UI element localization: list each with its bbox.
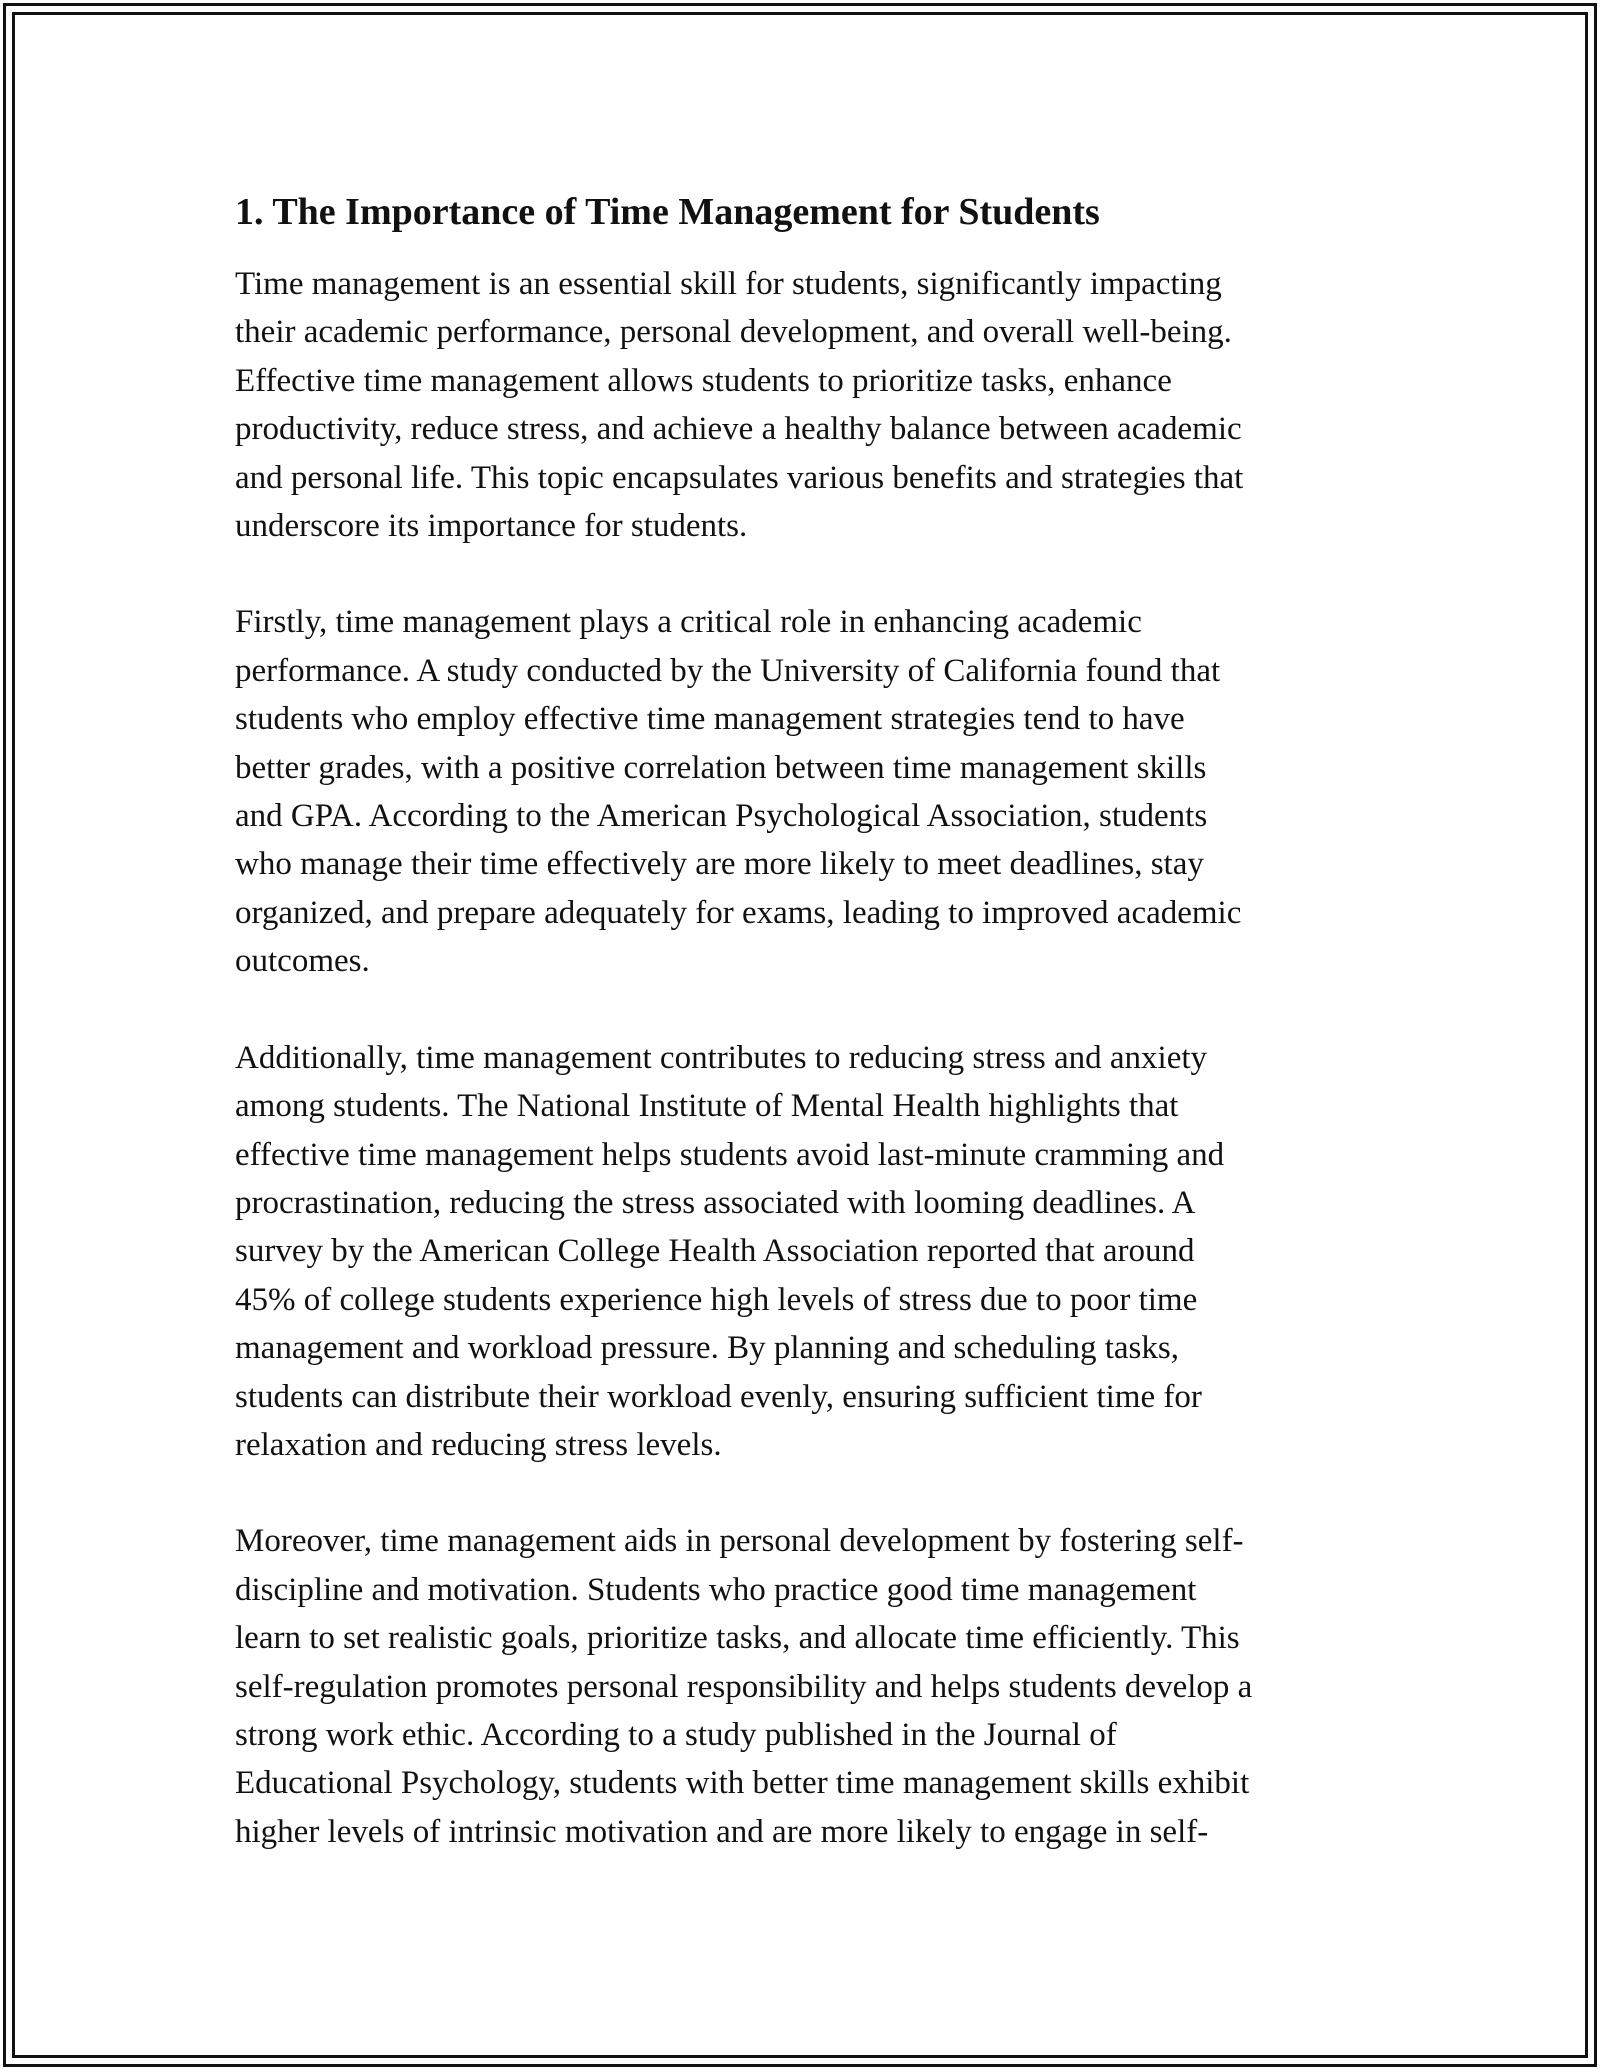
text-line: performance. A study conducted by the University of California found that [235,652,1221,689]
text-line: students who employ effective time management strategies tend to have [235,701,1185,738]
text-line: Moreover, time management aids in personal development by fostering self- [235,1523,1244,1560]
paragraph-academic-performance [235,598,1375,985]
paragraph-intro [235,260,1375,550]
text-line: underscore its importance for students. [235,508,748,545]
text-line: self-regulation promotes personal responsibility and helps students develop a [235,1668,1253,1705]
text-line: Educational Psychology, students with better time management skills exhibit [235,1765,1250,1802]
text-line: 45% of college students experience high levels of stress due to poor time [235,1281,1198,1318]
section-heading: 1. The Importance of Time Management for Students [235,191,1100,233]
text-line: among students. The National Institute of Mental Health highlights that [235,1088,1179,1125]
text-line: survey by the American College Health Association reported that around [235,1233,1195,1270]
text-line: procrastination, reducing the stress associated with looming deadlines. A [235,1184,1196,1221]
paragraph-personal-development [235,1517,1375,1856]
text-line: better grades, with a positive correlation between time management skills [235,749,1207,786]
document-body [235,186,1375,1904]
text-line: Firstly, time management plays a critical role in enhancing academic [235,604,1142,641]
text-line: and personal life. This topic encapsulates various benefits and strategies that [235,459,1244,496]
paragraph-stress-reduction [235,1034,1375,1470]
text-line: higher levels of intrinsic motivation and are more likely to engage in self- [235,1813,1209,1850]
text-line: outcomes. [235,943,370,980]
text-line: Additionally, time management contributes to reducing stress and anxiety [235,1039,1208,1076]
text-line: their academic performance, personal development, and overall well-being. [235,314,1232,351]
text-line: strong work ethic. According to a study published in the Journal of [235,1716,1117,1753]
text-line: relaxation and reducing stress levels. [235,1426,722,1463]
text-line: and GPA. According to the American Psychological Association, students [235,798,1208,835]
text-line: learn to set realistic goals, prioritize tasks, and allocate time efficiently. This [235,1620,1240,1657]
text-line: effective time management helps students avoid last-minute cramming and [235,1136,1225,1173]
text-line: discipline and motivation. Students who practice good time management [235,1571,1197,1608]
text-line: productivity, reduce stress, and achieve a healthy balance between academic [235,411,1242,448]
text-line: management and workload pressure. By planning and scheduling tasks, [235,1330,1179,1367]
text-line: students can distribute their workload evenly, ensuring sufficient time for [235,1378,1202,1415]
text-line: who manage their time effectively are more likely to meet deadlines, stay [235,846,1204,883]
text-line: organized, and prepare adequately for exams, leading to improved academic [235,894,1242,931]
text-line: Time management is an essential skill for students, significantly impacting [235,266,1222,302]
text-line: Effective time management allows students to prioritize tasks, enhance [235,362,1172,399]
